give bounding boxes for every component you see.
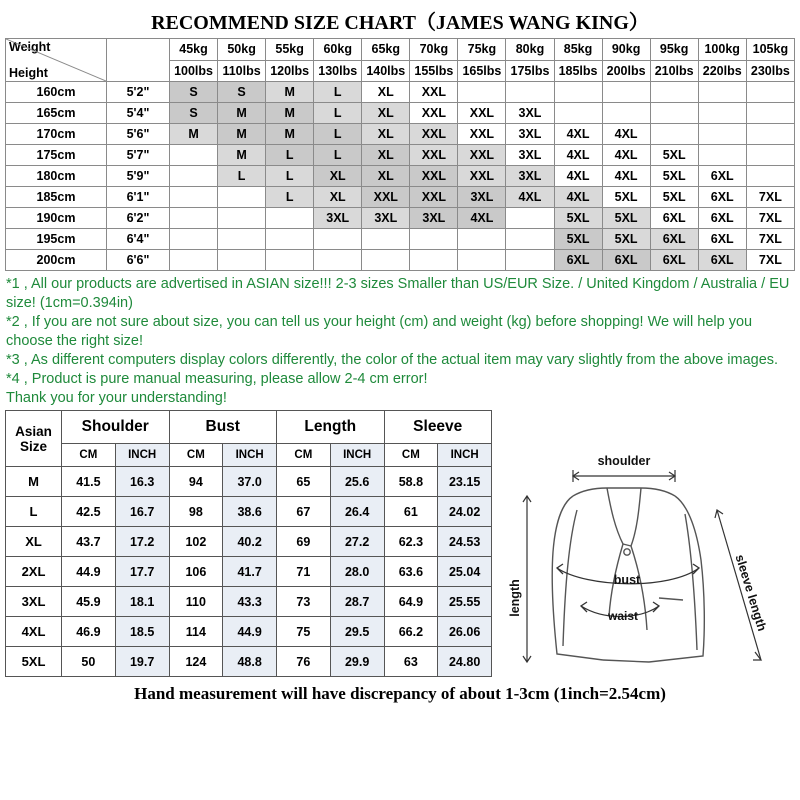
- size-cell: [698, 103, 746, 124]
- height-cm-cell: 175cm: [6, 145, 107, 166]
- size-cell: [650, 124, 698, 145]
- size-chart-row: [6, 124, 795, 145]
- size-cell: XXL: [410, 145, 458, 166]
- measurement-value-cell: 29.5: [330, 617, 384, 647]
- size-cell: 4XL: [506, 187, 554, 208]
- measurement-unit-header: CM: [277, 444, 331, 467]
- measurement-group-header: Bust: [169, 411, 277, 444]
- height-cm-cell: 180cm: [6, 166, 107, 187]
- measurement-value-cell: 43.3: [223, 587, 277, 617]
- size-chart-row: [6, 82, 795, 103]
- size-cell: XXL: [410, 82, 458, 103]
- diagram-label-shoulder: shoulder: [597, 454, 651, 468]
- measurement-value-cell: 48.8: [223, 647, 277, 677]
- size-cell: 7XL: [746, 187, 794, 208]
- size-cell: S: [218, 82, 266, 103]
- size-cell: 5XL: [602, 187, 650, 208]
- measurement-unit-header: INCH: [438, 444, 492, 467]
- size-cell: M: [266, 124, 314, 145]
- weight-kg-header: 95kg: [650, 39, 698, 61]
- size-cell: [266, 250, 314, 271]
- measurement-group-header: Shoulder: [62, 411, 170, 444]
- size-cell: 6XL: [602, 250, 650, 271]
- note-2: *2 , If you are not sure about size, you can tell us your height (cm) and weight (kg) before shopping! We will help you choose the right size!: [6, 314, 757, 349]
- size-cell: 4XL: [554, 124, 602, 145]
- size-cell: [458, 250, 506, 271]
- height-label: Height: [9, 66, 48, 80]
- height-ft-cell: 6'4": [107, 229, 170, 250]
- height-ft-cell: 5'4": [107, 103, 170, 124]
- size-chart-row: [6, 208, 795, 229]
- weight-kg-header: 50kg: [218, 39, 266, 61]
- measurement-value-cell: 106: [169, 557, 223, 587]
- note-thanks: Thank you for your understanding!: [6, 390, 227, 406]
- size-cell: 4XL: [554, 145, 602, 166]
- height-cm-cell: 165cm: [6, 103, 107, 124]
- weight-lbs-header: 100lbs: [170, 60, 218, 82]
- size-cell: 3XL: [314, 208, 362, 229]
- size-cell: [746, 82, 794, 103]
- measurement-row: [6, 497, 492, 527]
- size-cell: 5XL: [650, 166, 698, 187]
- measurement-value-cell: 37.0: [223, 467, 277, 497]
- size-chart-header-kg-row: [6, 39, 795, 61]
- measurement-value-cell: 50: [62, 647, 116, 677]
- size-cell: [746, 166, 794, 187]
- weight-kg-header: 60kg: [314, 39, 362, 61]
- measurement-value-cell: 41.7: [223, 557, 277, 587]
- weight-lbs-header: 130lbs: [314, 60, 362, 82]
- page-title: RECOMMEND SIZE CHART（JAMES WANG KING）: [151, 12, 649, 34]
- size-chart-row: [6, 187, 795, 208]
- size-cell: L: [314, 103, 362, 124]
- size-cell: XXL: [410, 124, 458, 145]
- size-cell: 5XL: [650, 187, 698, 208]
- size-cell: XXL: [410, 187, 458, 208]
- size-cell: [602, 82, 650, 103]
- size-cell: L: [266, 145, 314, 166]
- size-cell: [746, 103, 794, 124]
- measurement-value-cell: 66.2: [384, 617, 438, 647]
- height-ft-cell: 5'2": [107, 82, 170, 103]
- size-cell: 7XL: [746, 250, 794, 271]
- height-ft-cell: 5'6": [107, 124, 170, 145]
- size-cell: [266, 229, 314, 250]
- measurement-group-header-row: [6, 411, 492, 444]
- diagram-label-waist: waist: [607, 609, 639, 623]
- note-3: *3 , As different computers display colors differently, the color of the actual item may vary slightly from the above images.: [6, 352, 779, 368]
- size-cell: L: [218, 166, 266, 187]
- size-chart-row: [6, 103, 795, 124]
- measurement-value-cell: 67: [277, 497, 331, 527]
- size-cell: [314, 229, 362, 250]
- height-cm-cell: 160cm: [6, 82, 107, 103]
- measurement-value-cell: 58.8: [384, 467, 438, 497]
- size-cell: 4XL: [554, 166, 602, 187]
- size-cell: M: [218, 103, 266, 124]
- size-cell: [362, 250, 410, 271]
- size-cell: [170, 187, 218, 208]
- size-cell: [746, 124, 794, 145]
- measurement-value-cell: 26.4: [330, 497, 384, 527]
- measurement-value-cell: 76: [277, 647, 331, 677]
- weight-lbs-header: 140lbs: [362, 60, 410, 82]
- measurement-value-cell: 114: [169, 617, 223, 647]
- weight-kg-header: 45kg: [170, 39, 218, 61]
- measurement-value-cell: 124: [169, 647, 223, 677]
- height-ft-cell: 6'2": [107, 208, 170, 229]
- size-cell: 3XL: [362, 208, 410, 229]
- size-cell: [506, 250, 554, 271]
- size-cell: 4XL: [602, 145, 650, 166]
- size-cell: M: [170, 124, 218, 145]
- diagram-label-bust: bust: [613, 573, 641, 587]
- measurement-group-header: Sleeve: [384, 411, 492, 444]
- measurement-size-cell: M: [6, 467, 62, 497]
- size-cell: XL: [362, 124, 410, 145]
- size-cell: 6XL: [650, 250, 698, 271]
- size-cell: [218, 187, 266, 208]
- size-cell: 5XL: [554, 229, 602, 250]
- size-cell: 5XL: [554, 208, 602, 229]
- size-cell: 6XL: [698, 229, 746, 250]
- size-cell: M: [266, 103, 314, 124]
- measurement-unit-header: CM: [384, 444, 438, 467]
- height-ft-cell: 6'6": [107, 250, 170, 271]
- measurement-value-cell: 23.15: [438, 467, 492, 497]
- measurement-value-cell: 24.02: [438, 497, 492, 527]
- measurement-size-cell: 3XL: [6, 587, 62, 617]
- size-cell: XXL: [410, 103, 458, 124]
- measurement-value-cell: 28.0: [330, 557, 384, 587]
- size-chart-row: [6, 229, 795, 250]
- measurement-value-cell: 75: [277, 617, 331, 647]
- diagram-label-length: length: [508, 579, 522, 617]
- size-cell: [554, 82, 602, 103]
- measurement-unit-header: INCH: [330, 444, 384, 467]
- measurement-value-cell: 38.6: [223, 497, 277, 527]
- measurement-value-cell: 63: [384, 647, 438, 677]
- asian-size-header: Asian Size: [6, 411, 62, 467]
- size-cell: XL: [314, 166, 362, 187]
- measurement-row: [6, 647, 492, 677]
- size-cell: 3XL: [458, 187, 506, 208]
- size-cell: [458, 229, 506, 250]
- size-cell: L: [266, 187, 314, 208]
- size-cell: 6XL: [650, 229, 698, 250]
- size-cell: 3XL: [410, 208, 458, 229]
- size-cell: M: [266, 82, 314, 103]
- size-cell: XXL: [458, 166, 506, 187]
- measurement-value-cell: 94: [169, 467, 223, 497]
- notes-block: [0, 271, 800, 410]
- height-cm-cell: 170cm: [6, 124, 107, 145]
- size-cell: XXL: [458, 124, 506, 145]
- weight-kg-header: 65kg: [362, 39, 410, 61]
- measurement-table: [5, 410, 492, 677]
- height-ft-corner: [107, 39, 170, 82]
- weight-lbs-header: 155lbs: [410, 60, 458, 82]
- height-cm-cell: 195cm: [6, 229, 107, 250]
- jacket-diagram: [499, 448, 795, 684]
- measurement-value-cell: 43.7: [62, 527, 116, 557]
- size-cell: [458, 82, 506, 103]
- measurement-value-cell: 63.6: [384, 557, 438, 587]
- size-cell: XL: [362, 103, 410, 124]
- size-cell: [218, 250, 266, 271]
- measurement-value-cell: 110: [169, 587, 223, 617]
- measurement-value-cell: 44.9: [223, 617, 277, 647]
- measurement-row: [6, 557, 492, 587]
- size-cell: [170, 229, 218, 250]
- size-cell: XXL: [458, 103, 506, 124]
- height-cm-cell: 185cm: [6, 187, 107, 208]
- footer-note: Hand measurement will have discrepancy of about 1-3cm (1inch=2.54cm): [134, 684, 666, 703]
- height-ft-cell: 5'7": [107, 145, 170, 166]
- weight-kg-header: 85kg: [554, 39, 602, 61]
- size-cell: [170, 250, 218, 271]
- weight-lbs-header: 185lbs: [554, 60, 602, 82]
- measurement-value-cell: 65: [277, 467, 331, 497]
- size-cell: XL: [362, 82, 410, 103]
- size-cell: [410, 250, 458, 271]
- measurement-value-cell: 17.2: [115, 527, 169, 557]
- size-cell: L: [314, 82, 362, 103]
- measurement-value-cell: 98: [169, 497, 223, 527]
- weight-lbs-header: 175lbs: [506, 60, 554, 82]
- size-cell: [362, 229, 410, 250]
- height-cm-cell: 190cm: [6, 208, 107, 229]
- size-cell: 5XL: [602, 229, 650, 250]
- size-cell: L: [266, 166, 314, 187]
- size-cell: 5XL: [602, 208, 650, 229]
- measurement-value-cell: 16.3: [115, 467, 169, 497]
- size-cell: [218, 208, 266, 229]
- size-cell: XL: [314, 187, 362, 208]
- size-cell: [554, 103, 602, 124]
- measurement-value-cell: 24.80: [438, 647, 492, 677]
- measurement-size-cell: 5XL: [6, 647, 62, 677]
- diagram-label-sleeve: sleeve length: [732, 552, 770, 633]
- size-cell: 3XL: [506, 145, 554, 166]
- size-cell: 6XL: [650, 208, 698, 229]
- size-cell: XXL: [458, 145, 506, 166]
- size-cell: [170, 166, 218, 187]
- measurement-row: [6, 587, 492, 617]
- size-cell: 6XL: [698, 208, 746, 229]
- size-cell: [266, 208, 314, 229]
- measurement-value-cell: 46.9: [62, 617, 116, 647]
- weight-kg-header: 75kg: [458, 39, 506, 61]
- size-cell: 3XL: [506, 124, 554, 145]
- measurement-value-cell: 17.7: [115, 557, 169, 587]
- measurement-unit-header: INCH: [223, 444, 277, 467]
- weight-kg-header: 55kg: [266, 39, 314, 61]
- height-ft-cell: 5'9": [107, 166, 170, 187]
- size-cell: [698, 145, 746, 166]
- size-cell: XL: [362, 166, 410, 187]
- size-cell: 4XL: [554, 187, 602, 208]
- measurement-value-cell: 40.2: [223, 527, 277, 557]
- size-cell: M: [218, 145, 266, 166]
- measurement-value-cell: 42.5: [62, 497, 116, 527]
- measurement-value-cell: 16.7: [115, 497, 169, 527]
- weight-kg-header: 100kg: [698, 39, 746, 61]
- measurement-value-cell: 73: [277, 587, 331, 617]
- measurement-row: [6, 467, 492, 497]
- note-4: *4 , Product is pure manual measuring, please allow 2-4 cm error!: [6, 371, 428, 387]
- measurement-value-cell: 25.6: [330, 467, 384, 497]
- weight-lbs-header: 230lbs: [746, 60, 794, 82]
- weight-label: Weight: [9, 40, 51, 54]
- measurement-value-cell: 45.9: [62, 587, 116, 617]
- measurement-value-cell: 69: [277, 527, 331, 557]
- size-cell: 5XL: [650, 145, 698, 166]
- corner-diagonal-icon: [6, 39, 106, 81]
- size-chart-row: [6, 145, 795, 166]
- measurement-value-cell: 62.3: [384, 527, 438, 557]
- measurement-size-cell: 4XL: [6, 617, 62, 647]
- size-cell: L: [314, 145, 362, 166]
- measurement-size-cell: L: [6, 497, 62, 527]
- size-cell: [218, 229, 266, 250]
- size-cell: [698, 124, 746, 145]
- size-cell: 6XL: [698, 166, 746, 187]
- measurement-unit-header: INCH: [115, 444, 169, 467]
- measurement-value-cell: 26.06: [438, 617, 492, 647]
- size-cell: 7XL: [746, 208, 794, 229]
- size-cell: S: [170, 103, 218, 124]
- size-cell: [746, 145, 794, 166]
- measurement-row: [6, 527, 492, 557]
- measurement-unit-header: CM: [169, 444, 223, 467]
- measurement-value-cell: 25.55: [438, 587, 492, 617]
- size-cell: [650, 82, 698, 103]
- size-cell: [602, 103, 650, 124]
- weight-kg-header: 70kg: [410, 39, 458, 61]
- note-1: *1 , All our products are advertised in ASIAN size!!! 2-3 sizes Smaller than US/EUR Size. / United Kingdom / Australia / EU size! (1cm=0.394in): [6, 276, 794, 311]
- size-cell: [506, 82, 554, 103]
- weight-lbs-header: 200lbs: [602, 60, 650, 82]
- measurement-value-cell: 18.1: [115, 587, 169, 617]
- weight-lbs-header: 210lbs: [650, 60, 698, 82]
- size-chart-row: [6, 166, 795, 187]
- measurement-value-cell: 28.7: [330, 587, 384, 617]
- size-cell: [170, 145, 218, 166]
- measurement-group-header: Length: [277, 411, 385, 444]
- measurement-size-cell: XL: [6, 527, 62, 557]
- size-cell: 6XL: [698, 250, 746, 271]
- size-chart-row: [6, 250, 795, 271]
- size-cell: [314, 250, 362, 271]
- size-cell: [506, 229, 554, 250]
- weight-lbs-header: 110lbs: [218, 60, 266, 82]
- measurement-value-cell: 27.2: [330, 527, 384, 557]
- measurement-value-cell: 19.7: [115, 647, 169, 677]
- measurement-unit-header: CM: [62, 444, 116, 467]
- weight-lbs-header: 120lbs: [266, 60, 314, 82]
- size-cell: XXL: [410, 166, 458, 187]
- measurement-size-cell: 2XL: [6, 557, 62, 587]
- size-cell: 6XL: [698, 187, 746, 208]
- size-cell: M: [218, 124, 266, 145]
- height-ft-cell: 6'1": [107, 187, 170, 208]
- measurement-value-cell: 71: [277, 557, 331, 587]
- measurement-value-cell: 29.9: [330, 647, 384, 677]
- measurement-value-cell: 41.5: [62, 467, 116, 497]
- size-cell: 4XL: [458, 208, 506, 229]
- measurement-unit-header-row: [6, 444, 492, 467]
- size-cell: 7XL: [746, 229, 794, 250]
- size-cell: L: [314, 124, 362, 145]
- size-cell: S: [170, 82, 218, 103]
- size-cell: [410, 229, 458, 250]
- weight-kg-header: 105kg: [746, 39, 794, 61]
- weight-lbs-header: 165lbs: [458, 60, 506, 82]
- weight-height-corner: [6, 39, 107, 82]
- lower-section: [5, 410, 795, 677]
- measurement-value-cell: 61: [384, 497, 438, 527]
- size-cell: [506, 208, 554, 229]
- height-cm-cell: 200cm: [6, 250, 107, 271]
- measurement-value-cell: 64.9: [384, 587, 438, 617]
- size-cell: 4XL: [602, 166, 650, 187]
- size-cell: 4XL: [602, 124, 650, 145]
- measurement-value-cell: 18.5: [115, 617, 169, 647]
- size-cell: 3XL: [506, 166, 554, 187]
- size-cell: 3XL: [506, 103, 554, 124]
- measurement-value-cell: 44.9: [62, 557, 116, 587]
- size-cell: 6XL: [554, 250, 602, 271]
- weight-kg-header: 80kg: [506, 39, 554, 61]
- size-cell: XL: [362, 145, 410, 166]
- size-cell: [650, 103, 698, 124]
- weight-lbs-header: 220lbs: [698, 60, 746, 82]
- measurement-value-cell: 25.04: [438, 557, 492, 587]
- size-cell: [698, 82, 746, 103]
- size-cell: XXL: [362, 187, 410, 208]
- recommend-size-chart-table: [5, 38, 795, 271]
- measurement-value-cell: 24.53: [438, 527, 492, 557]
- size-cell: [170, 208, 218, 229]
- measurement-row: [6, 617, 492, 647]
- measurement-value-cell: 102: [169, 527, 223, 557]
- weight-kg-header: 90kg: [602, 39, 650, 61]
